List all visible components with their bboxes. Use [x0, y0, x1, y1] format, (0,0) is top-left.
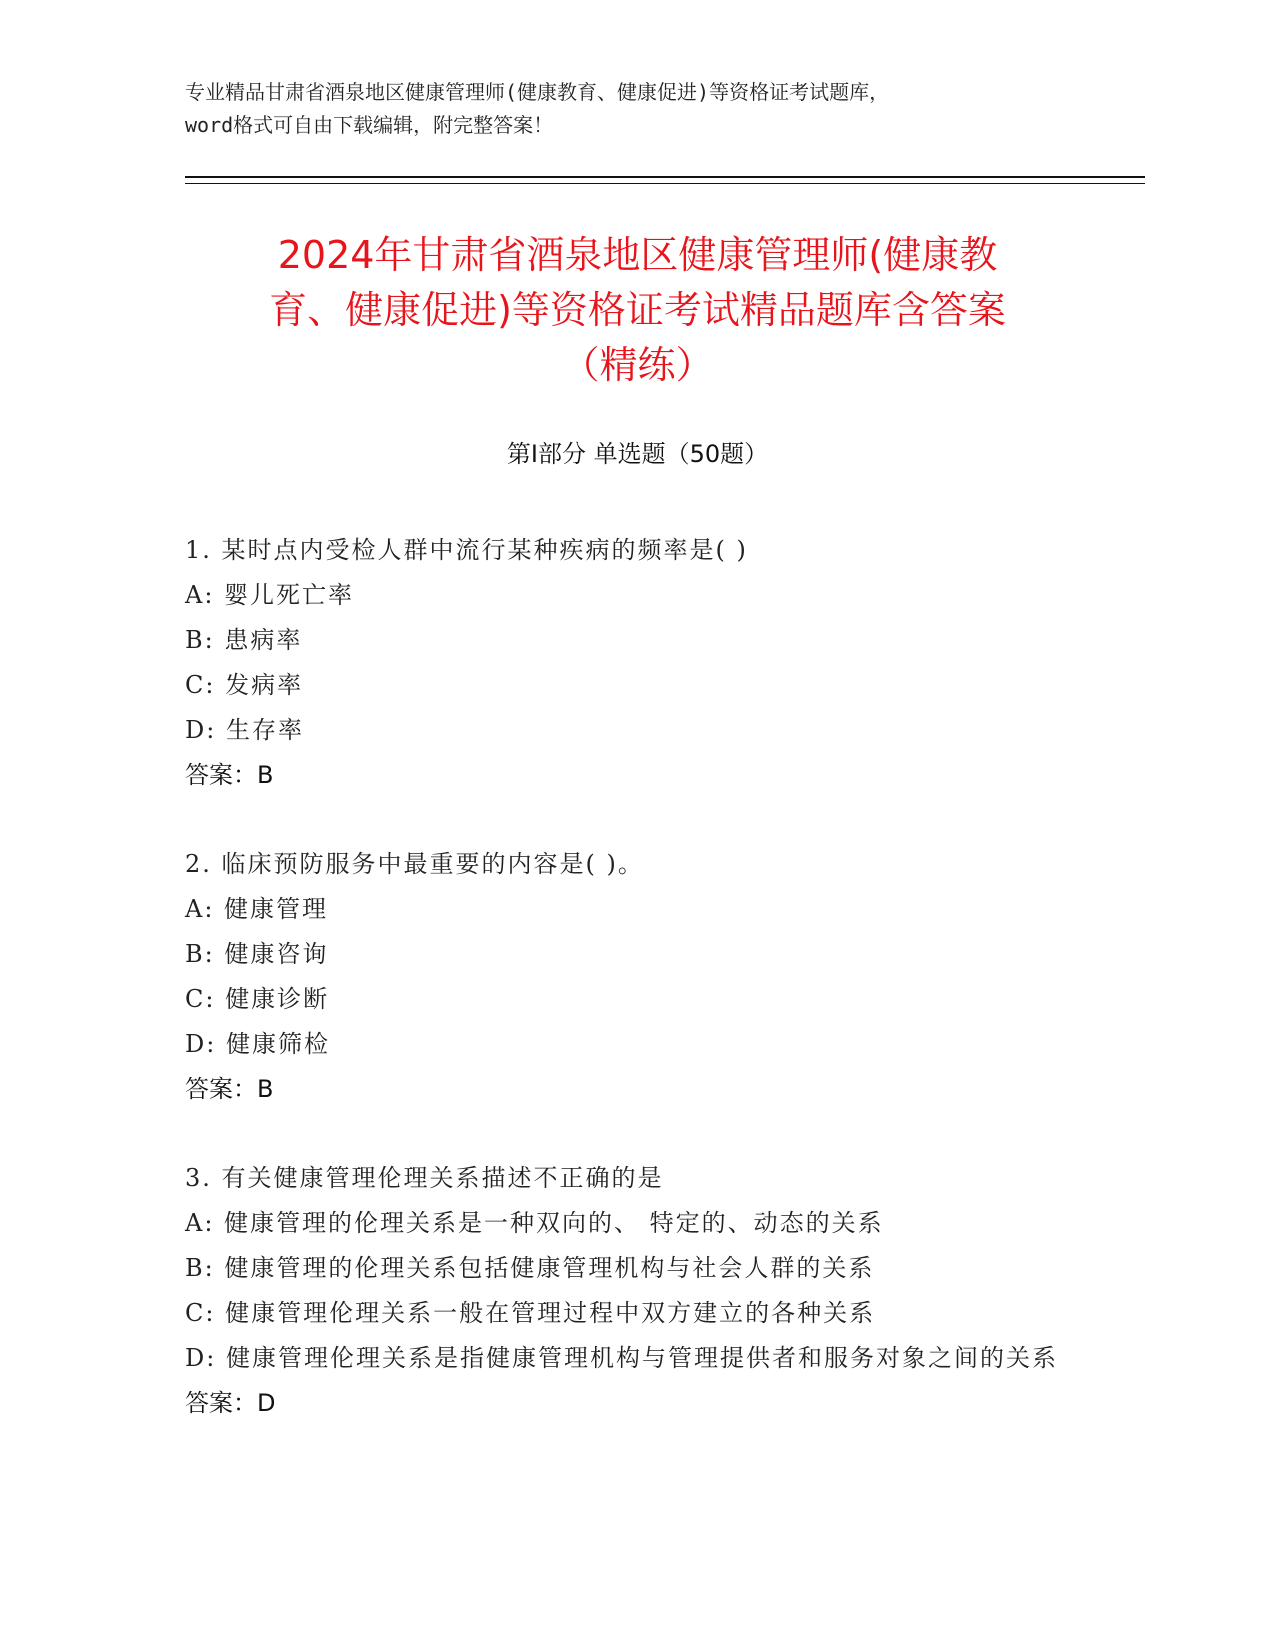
option-d: D: 生存率 [185, 716, 304, 744]
option-c: C: 发病率 [185, 671, 304, 699]
question-1 [185, 528, 1075, 798]
option-c: C: 健康诊断 [185, 985, 330, 1013]
header-note-line-1: 专业精品甘肃省酒泉地区健康管理师(健康教育、健康促进)等资格证考试题库， [185, 80, 890, 104]
option-a: A: 婴儿死亡率 [185, 581, 355, 609]
option-b: B: 健康管理的伦理关系包括健康管理机构与社会人群的关系 [185, 1254, 875, 1282]
question-2 [185, 842, 1075, 1112]
header-rule-thin [185, 183, 1145, 184]
answer: 答案：B [185, 761, 274, 789]
question-stem: 2. 临床预防服务中最重要的内容是( )。 [185, 850, 644, 878]
question-3 [185, 1156, 1075, 1426]
option-d: D: 健康筛检 [185, 1030, 330, 1058]
answer: 答案：B [185, 1075, 274, 1103]
option-b: B: 患病率 [185, 626, 303, 654]
option-c: C: 健康管理伦理关系一般在管理过程中双方建立的各种关系 [185, 1299, 876, 1327]
option-a: A: 健康管理的伦理关系是一种双向的、 特定的、动态的关系 [185, 1209, 884, 1237]
option-a: A: 健康管理 [185, 895, 329, 923]
question-stem: 1. 某时点内受检人群中流行某种疾病的频率是( ) [185, 536, 748, 564]
header-rule-thick [185, 176, 1145, 178]
section-title: 第Ⅰ部分 单选题（50题） [506, 440, 769, 468]
title-line-2: 育、健康促进)等资格证考试精品题库含答案 [269, 288, 1006, 332]
document-title [160, 228, 1115, 393]
question-list [185, 528, 1075, 1470]
header-note-line-2: word格式可自由下载编辑，附完整答案！ [185, 113, 554, 137]
answer: 答案：D [185, 1389, 276, 1417]
title-line-3: （精练） [561, 343, 714, 387]
title-line-1: 2024年甘肃省酒泉地区健康管理师(健康教 [277, 233, 998, 277]
option-b: B: 健康咨询 [185, 940, 329, 968]
header-note [185, 76, 1105, 142]
option-d: D: 健康管理伦理关系是指健康管理机构与管理提供者和服务对象之间的关系 [185, 1344, 1058, 1372]
question-stem: 3. 有关健康管理伦理关系描述不正确的是 [185, 1164, 664, 1192]
